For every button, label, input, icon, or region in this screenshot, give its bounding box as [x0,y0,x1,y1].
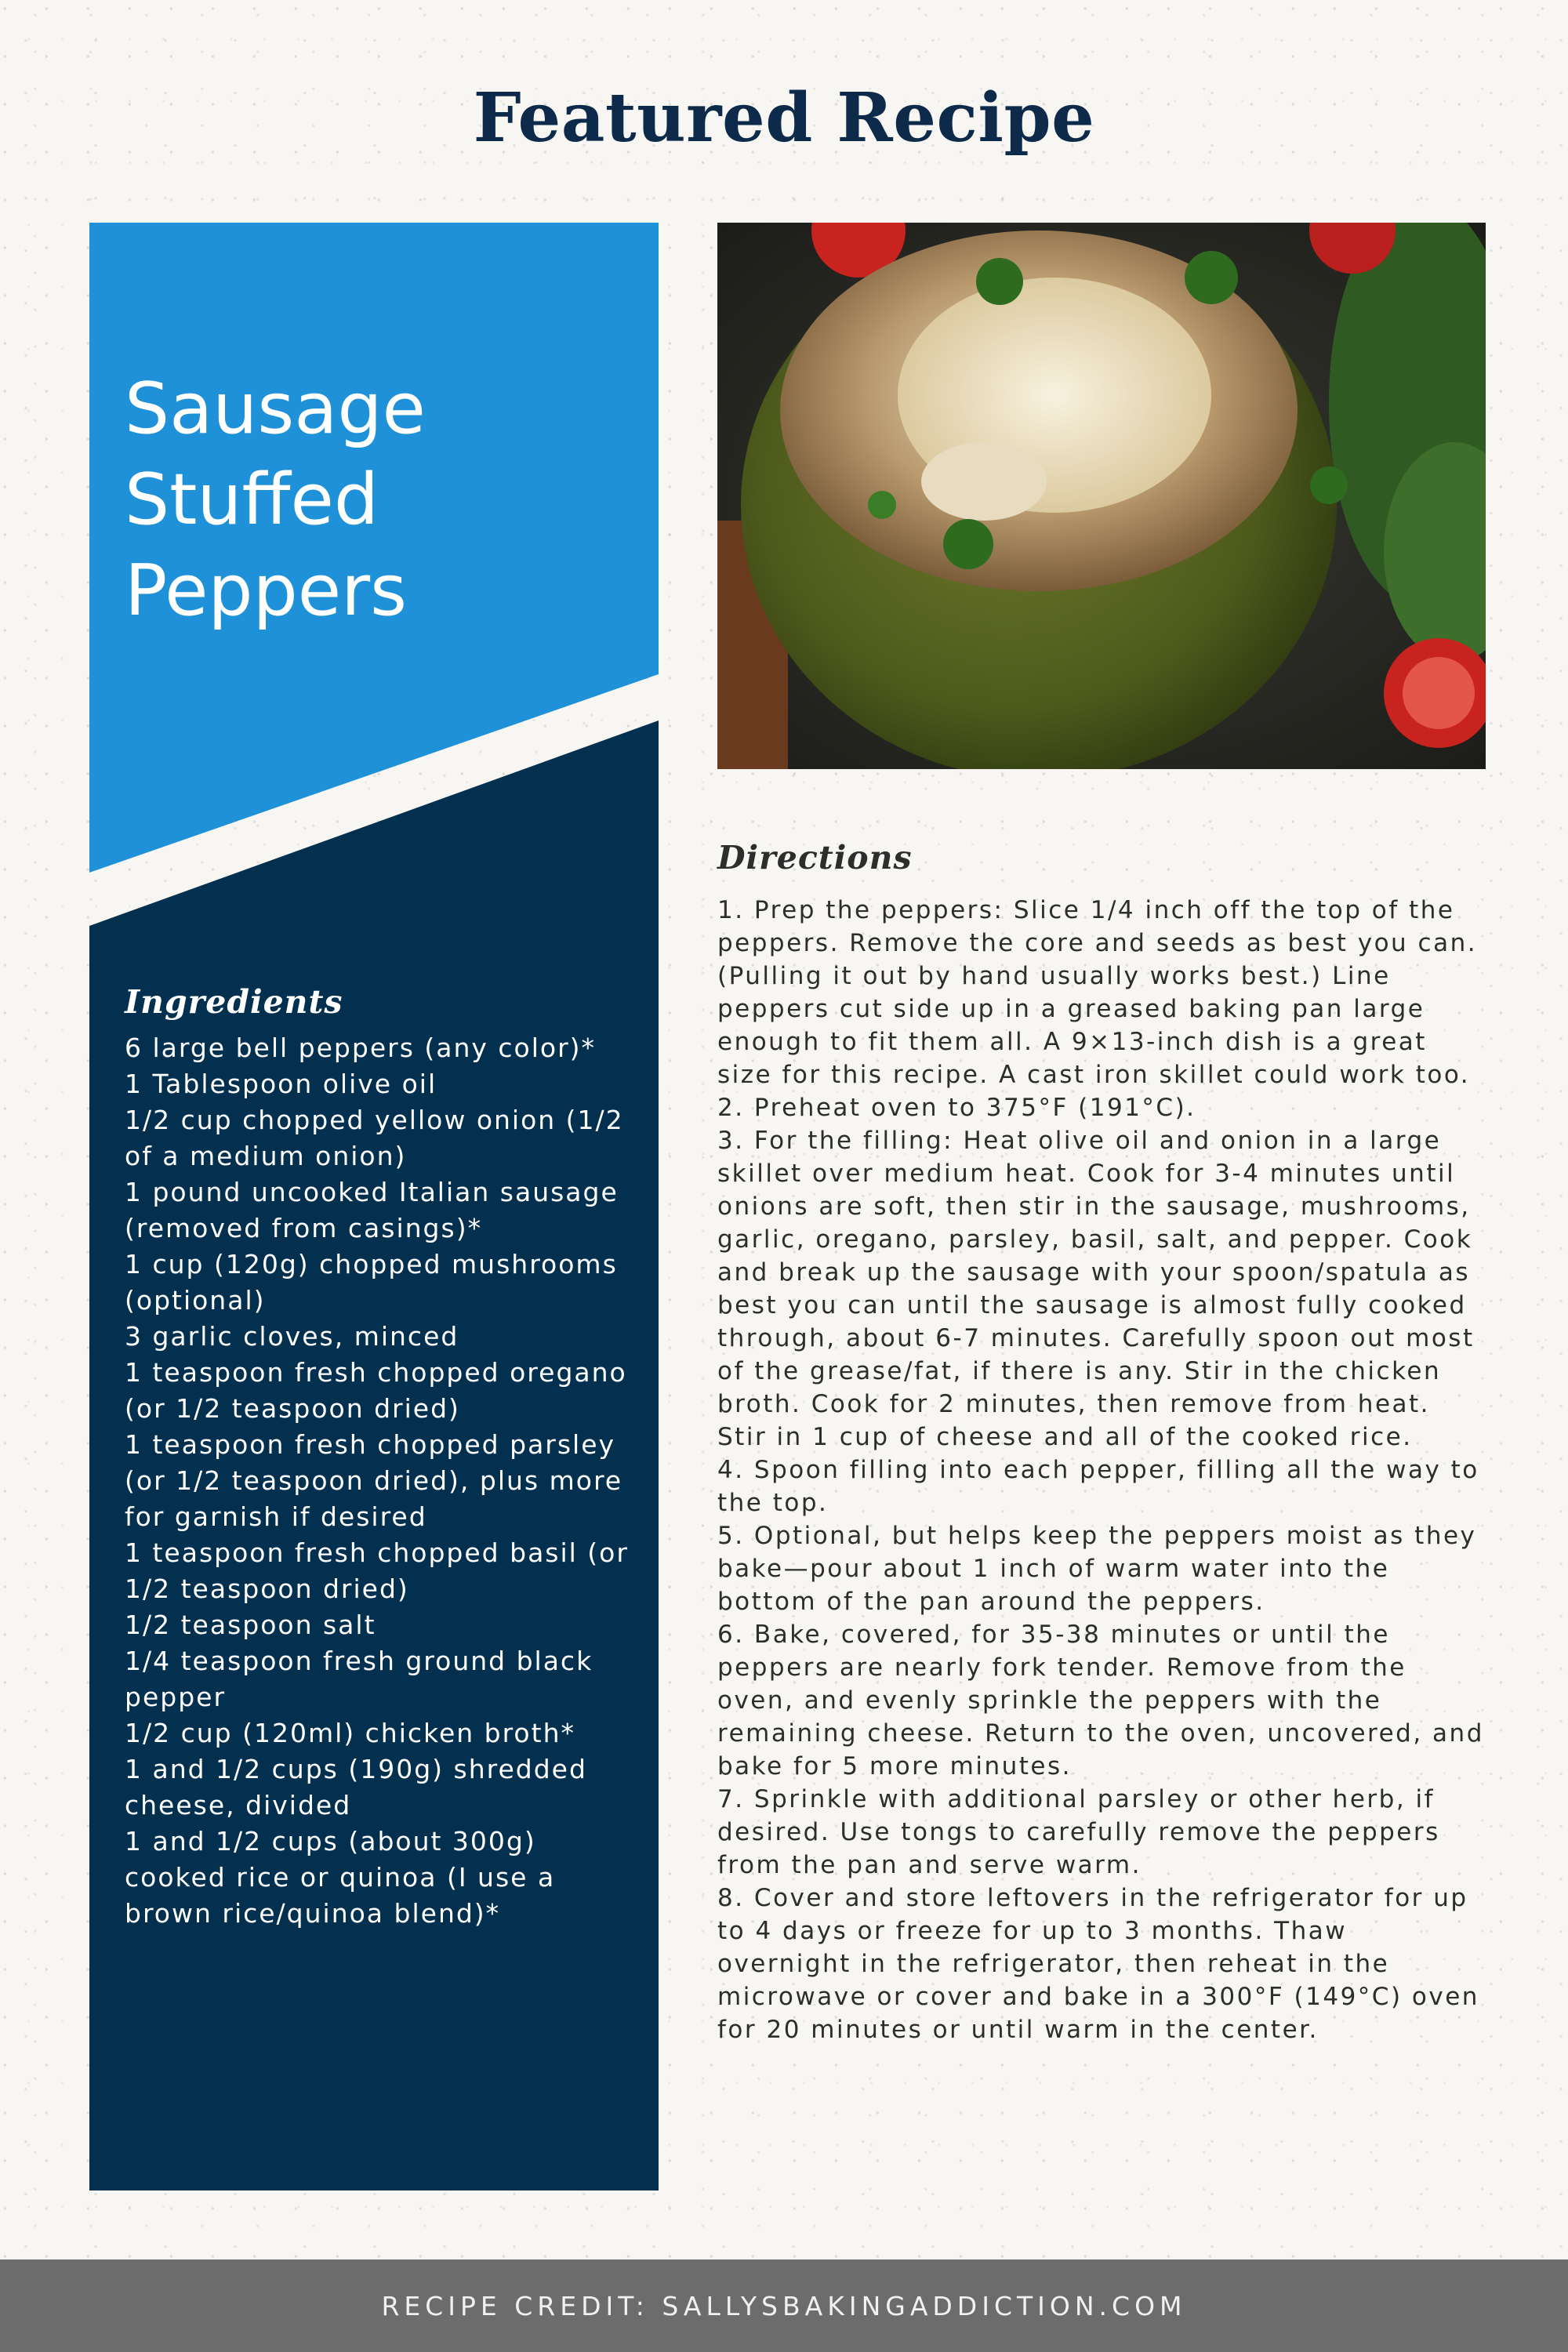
ingredient-item: 6 large bell peppers (any color)* [125,1033,597,1063]
recipe-title-line: Stuffed [125,459,379,541]
ingredient-item: 1/4 teaspoon fresh ground black pepper [125,1646,593,1712]
directions-section [717,839,1486,2046]
direction-step: 6. Bake, covered, for 35-38 minutes or until the peppers are nearly fork tender. Remove from the oven, and evenly sprinkle the peppers with the remaining cheese. Return to the oven, uncovered, and bake for 5 more minutes. [717,1621,1484,1780]
page-title: Featured Recipe [473,78,1095,158]
ingredient-item: 1/2 cup (120ml) chicken broth* [125,1718,575,1748]
ingredients-section [125,983,642,1932]
ingredient-item: 1 Tablespoon olive oil [125,1069,437,1099]
direction-step: 8. Cover and store leftovers in the refrigerator for up to 4 days or freeze for up to 3 months. Thaw overnight in the refrigerator, then reheat in the microwave or cover and bake in a 300°F (149°C) oven for 20 minutes or until warm in the center. [717,1884,1479,2044]
directions-heading: Directions [717,839,913,877]
direction-step: 4. Spoon filling into each pepper, filling all the way to the top. [717,1456,1479,1517]
ingredients-heading: Ingredients [125,983,343,1021]
direction-step: 3. For the filling: Heat olive oil and onion in a large skillet over medium heat. Cook for 3-4 minutes until onions are soft, then stir in the sausage, mushrooms, garlic, oregano, parsley, basil, salt, and pepper. Cook and break up the sausage with your spoon/spatula as best you can until the sausage is almost fully cooked through, about 6-7 minutes. Carefully spoon out most of the grease/fat, if there is any. Stir in the chicken broth. Cook for 2 minutes, then remove from heat. Stir in 1 cup of cheese and all of the cooked rice. [717,1127,1475,1451]
direction-step: 2. Preheat oven to 375°F (191°C). [717,1094,1196,1122]
ingredients-list [125,1030,642,1932]
stuffed-pepper-photo [717,223,1486,769]
recipe-title-line: Peppers [125,550,407,632]
ingredient-item: 1 pound uncooked Italian sausage (removed from casings)* [125,1177,619,1243]
recipe-panel [89,223,659,2190]
directions-list [717,894,1486,2046]
ingredient-item: 3 garlic cloves, minced [125,1321,459,1352]
recipe-title-line: Sausage [125,368,426,450]
ingredient-item: 1 and 1/2 cups (about 300g) cooked rice or quinoa (I use a brown rice/quinoa blend)* [125,1826,556,1929]
ingredient-item: 1/2 cup chopped yellow onion (1/2 of a medium onion) [125,1105,624,1171]
ingredient-item: 1/2 teaspoon salt [125,1610,376,1640]
ingredient-item: 1 and 1/2 cups (190g) shredded cheese, divided [125,1754,587,1820]
recipe-credit: RECIPE CREDIT: SALLYSBAKINGADDICTION.COM [381,2290,1187,2321]
footer-bar [0,2259,1568,2352]
direction-step: 5. Optional, but helps keep the peppers moist as they bake—pour about 1 inch of warm water into the bottom of the pan around the peppers. [717,1522,1477,1616]
ingredient-item: 1 teaspoon fresh chopped basil (or 1/2 teaspoon dried) [125,1537,629,1604]
direction-step: 7. Sprinkle with additional parsley or other herb, if desired. Use tongs to carefully remove the peppers from the pan and serve warm. [717,1785,1440,1879]
direction-step: 1. Prep the peppers: Slice 1/4 inch off the top of the peppers. Remove the core and seeds as best you can. (Pulling it out by hand usually works best.) Line peppers cut side up in a greased baking pan large enough to fit them all. A 9×13-inch dish is a great size for this recipe. A cast iron skillet could work too. [717,896,1478,1089]
ingredient-item: 1 cup (120g) chopped mushrooms (optional) [125,1249,618,1316]
ingredient-item: 1 teaspoon fresh chopped parsley (or 1/2 teaspoon dried), plus more for garnish if desired [125,1429,623,1532]
stuffed-pepper-illustration [717,223,1486,769]
recipe-title [125,364,626,637]
ingredient-item: 1 teaspoon fresh chopped oregano (or 1/2 teaspoon dried) [125,1357,627,1424]
